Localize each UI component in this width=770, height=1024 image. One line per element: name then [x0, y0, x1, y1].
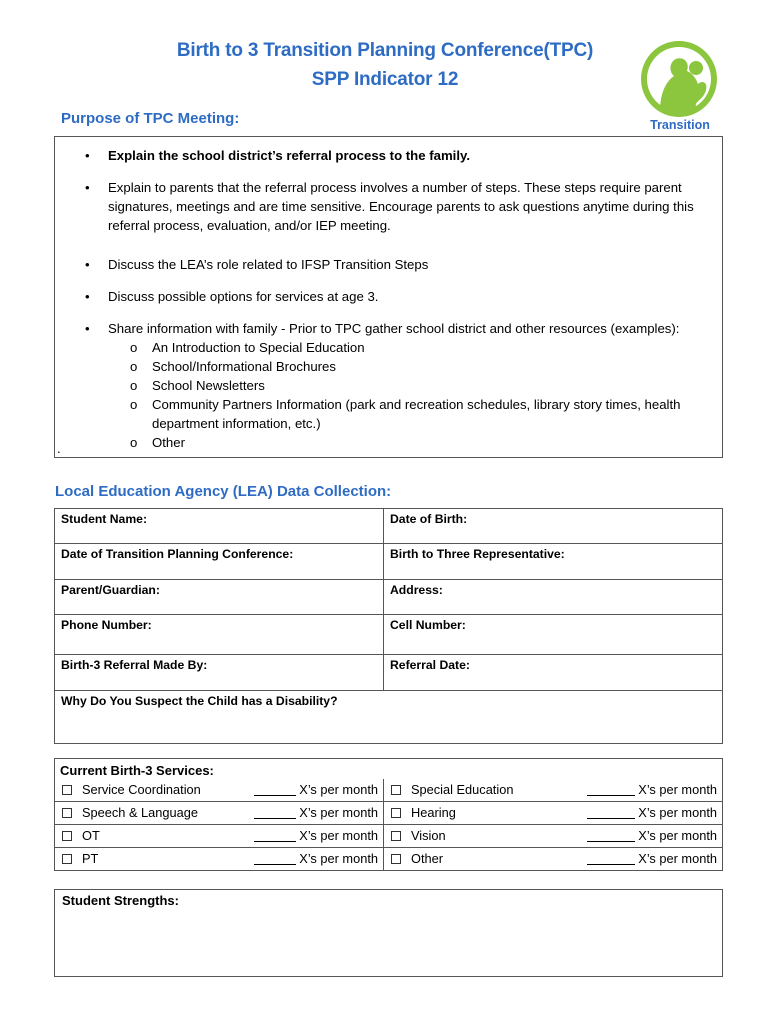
special-education-checkbox[interactable]: [391, 785, 401, 795]
date-of-birth-field[interactable]: Date of Birth:: [384, 509, 723, 544]
service-coordination-checkbox[interactable]: [62, 785, 72, 795]
service-label: Hearing: [411, 805, 456, 820]
suspect-disability-field[interactable]: Why Do You Suspect the Child has a Disability?: [55, 691, 723, 744]
document-title: Birth to 3 Transition Planning Conference(TPC): [176, 40, 594, 61]
purpose-box: [54, 136, 723, 458]
freq-label: X’s per month: [638, 781, 717, 797]
freq-label: X’s per month: [299, 781, 378, 797]
ot-checkbox[interactable]: [62, 831, 72, 841]
hearing-checkbox[interactable]: [391, 808, 401, 818]
parent-guardian-field[interactable]: Parent/Guardian:: [55, 580, 384, 615]
table-row: [55, 802, 723, 825]
speech-language-checkbox[interactable]: [62, 808, 72, 818]
list-item: • Share information with family - Prior to TPC gather school district and other resources (examples):: [85, 321, 680, 336]
table-row: [55, 615, 723, 655]
table-row: [55, 544, 723, 580]
sub-list-item: o An Introduction to Special Education: [130, 340, 365, 355]
service-label: Speech & Language: [82, 805, 198, 820]
bullet-icon: •: [85, 148, 90, 163]
frequency-blank[interactable]: [254, 807, 296, 819]
frequency-blank[interactable]: [587, 807, 635, 819]
freq-label: X’s per month: [299, 851, 378, 866]
bullet-icon: •: [85, 289, 90, 304]
table-row: [55, 848, 723, 871]
pt-checkbox[interactable]: [62, 854, 72, 864]
list-item: • Explain the school district’s referral process to the family.: [85, 148, 471, 163]
service-label: Vision: [411, 828, 446, 843]
freq-label: X’s per month: [638, 851, 717, 866]
freq-label: X’s per month: [638, 805, 717, 820]
service-label: Special Education: [411, 781, 514, 797]
frequency-blank[interactable]: [254, 784, 296, 796]
lea-data-table: [54, 508, 723, 744]
address-field[interactable]: Address:: [384, 580, 723, 615]
student-strengths-field[interactable]: [54, 889, 723, 977]
list-item: • Discuss possible options for services at age 3.: [85, 289, 379, 304]
b3-representative-field[interactable]: Birth to Three Representative:: [384, 544, 723, 580]
referral-by-field[interactable]: Birth-3 Referral Made By:: [55, 655, 384, 691]
circle-bullet-icon: o: [130, 435, 138, 450]
circle-bullet-icon: o: [130, 340, 138, 355]
logo-label: Transition: [650, 118, 710, 132]
cell-number-field[interactable]: Cell Number:: [384, 615, 723, 655]
table-row: [55, 825, 723, 848]
frequency-blank[interactable]: [587, 853, 635, 865]
tpc-date-field[interactable]: Date of Transition Planning Conference:: [55, 544, 384, 580]
bullet-icon: •: [85, 180, 90, 195]
frequency-blank[interactable]: [254, 830, 296, 842]
purpose-heading: Purpose of TPC Meeting:: [61, 110, 240, 127]
service-label: OT: [82, 828, 100, 843]
sub-list-item: o Other: [130, 435, 185, 450]
frequency-blank[interactable]: [587, 784, 635, 796]
table-row: [55, 509, 723, 544]
frequency-blank[interactable]: [587, 830, 635, 842]
circle-bullet-icon: o: [130, 397, 138, 412]
freq-label: X’s per month: [299, 828, 378, 843]
bullet-icon: •: [85, 257, 90, 272]
service-label: PT: [82, 851, 99, 866]
vision-checkbox[interactable]: [391, 831, 401, 841]
phone-number-field[interactable]: Phone Number:: [55, 615, 384, 655]
service-label: Service Coordination: [82, 781, 201, 797]
other-checkbox[interactable]: [391, 854, 401, 864]
referral-date-field[interactable]: Referral Date:: [384, 655, 723, 691]
service-label: Other: [411, 851, 444, 866]
list-item: • Discuss the LEA’s role related to IFSP Transition Steps: [85, 257, 429, 272]
table-row: [55, 779, 723, 802]
student-strengths-label: Student Strengths:: [62, 893, 179, 908]
circle-bullet-icon: o: [130, 359, 138, 374]
stray-mark: .: [57, 441, 61, 456]
bullet-icon: •: [85, 321, 90, 336]
services-heading: Current Birth-3 Services:: [55, 759, 723, 779]
table-row: [55, 691, 723, 744]
student-name-field[interactable]: Student Name:: [55, 509, 384, 544]
frequency-blank[interactable]: [254, 853, 296, 865]
table-row: [55, 655, 723, 691]
lea-heading: Local Education Agency (LEA) Data Collection:: [55, 483, 392, 500]
sub-list-item: o School/Informational Brochures: [130, 359, 336, 374]
freq-label: X’s per month: [638, 828, 717, 843]
sub-list-item: o School Newsletters: [130, 378, 265, 393]
table-row: [55, 580, 723, 615]
table-row: [55, 759, 723, 779]
document-subtitle: SPP Indicator 12: [311, 69, 459, 90]
services-table: [54, 758, 723, 871]
list-item: • Explain to parents that the referral process involves a number of steps. These steps require parent signatures, meetings and are time sensitive. Encourage parents to ask questions anytime during this referral process, evaluation, and/or IEP meeting.: [85, 180, 694, 233]
sub-list-item: o Community Partners Information (park and recreation schedules, library story times, health department information, etc.): [130, 397, 681, 431]
circle-bullet-icon: o: [130, 378, 138, 393]
freq-label: X’s per month: [299, 805, 378, 820]
